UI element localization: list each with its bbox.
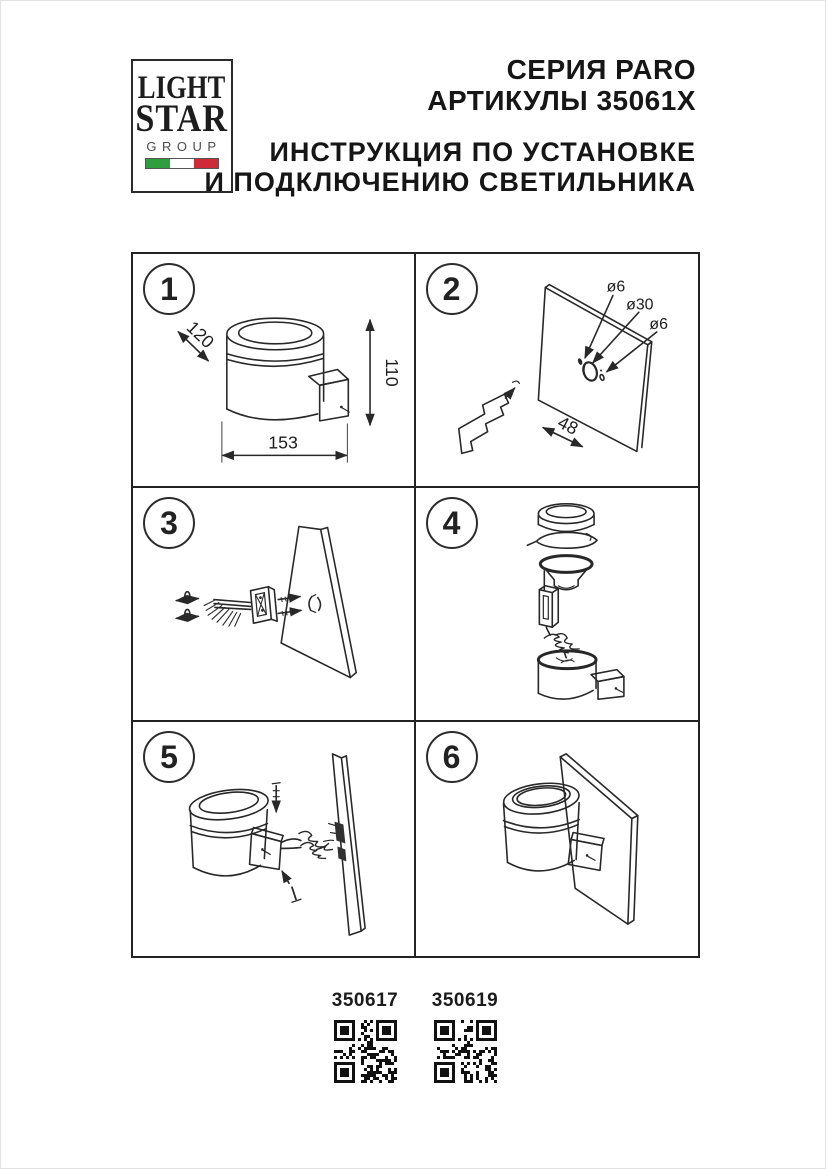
series-title: СЕРИЯ PARO <box>506 54 696 85</box>
dimension-label-height: 110 <box>381 358 402 387</box>
qr-code <box>334 1020 397 1083</box>
dimension-label-width: 153 <box>268 432 298 453</box>
article-number: 350617 <box>331 990 399 1011</box>
flag-stripe-green <box>146 159 170 168</box>
title-block <box>427 54 696 116</box>
flag-stripe-white <box>170 159 194 168</box>
instruction-title <box>205 137 696 197</box>
dimension-label-depth: 120 <box>182 317 218 353</box>
qr-code <box>434 1020 497 1083</box>
dimension-label-offset: 48 <box>554 412 581 439</box>
step-number-badge: 6 <box>426 731 478 783</box>
logo-word-light: LIGHT <box>138 69 226 107</box>
step-number-badge: 5 <box>143 731 195 783</box>
logo-word-star: STAR <box>135 96 229 140</box>
step-5-cell <box>133 722 416 956</box>
logo-word-group: GROUP <box>146 139 222 154</box>
hole-label-center: ø30 <box>625 296 654 314</box>
hole-label-right: ø6 <box>648 316 668 334</box>
steps-grid <box>131 252 700 958</box>
instruction-line-2: И ПОДКЛЮЧЕНИЮ СВЕТИЛЬНИКА <box>204 167 696 197</box>
article-number: 350619 <box>431 990 499 1011</box>
step-1-cell <box>133 254 416 488</box>
step-4-cell <box>416 488 699 722</box>
step-2-cell <box>416 254 699 488</box>
step-number-badge: 3 <box>143 497 195 549</box>
step-number-badge: 2 <box>426 263 478 315</box>
articles-title: АРТИКУЛЫ 35061X <box>427 85 696 116</box>
step-3-cell <box>133 488 416 722</box>
step-6-cell <box>416 722 699 956</box>
step-number-badge: 4 <box>426 497 478 549</box>
product-qr-block <box>330 990 400 1083</box>
product-qr-block <box>430 990 500 1083</box>
instruction-line-1: ИНСТРУКЦИЯ ПО УСТАНОВКЕ <box>269 137 696 167</box>
hole-label-left: ø6 <box>606 278 625 296</box>
step-number-badge: 1 <box>143 263 195 315</box>
